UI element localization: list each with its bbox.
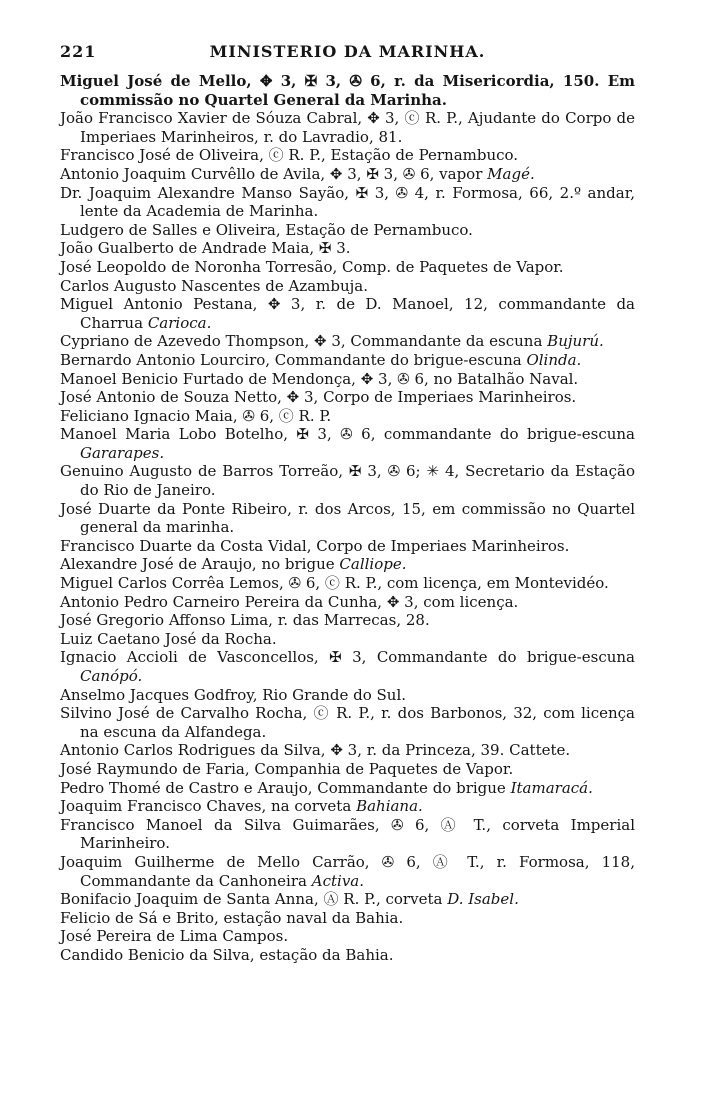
directory-entry <box>60 704 635 741</box>
vessel-name: Carioca. <box>147 313 212 332</box>
directory-entry <box>60 165 635 184</box>
directory-entry <box>60 500 635 537</box>
directory-entry <box>60 630 635 649</box>
entry-text: Miguel José de Mello, ✥ 3, ✠ 3, ✇ 6, r. da Misericordia, 150. Em commissão no Quartel General da Marinha. <box>60 72 635 109</box>
entry-text: José Leopoldo de Noronha Torresão, Comp. de Paquetes de Vapor. <box>60 257 564 276</box>
page-header <box>60 42 635 64</box>
entry-text: Manoel Benicio Furtado de Mendonça, ✥ 3, ✇ 6, no Batalhão Naval. <box>60 369 579 388</box>
vessel-name: Gararapes. <box>80 443 165 462</box>
directory-entry <box>60 741 635 760</box>
vessel-name: Bujurú. <box>547 332 604 351</box>
running-title: MINISTERIO DA MARINHA. <box>209 42 486 61</box>
vessel-name: Bahiana. <box>356 797 423 816</box>
directory-entry <box>60 146 635 165</box>
directory-entry <box>60 890 635 909</box>
entry-text: José Raymundo de Faria, Companhia de Paquetes de Vapor. <box>60 759 514 778</box>
vessel-name: Activa. <box>311 871 365 890</box>
directory-entry <box>60 351 635 370</box>
directory-entry <box>60 407 635 426</box>
directory-entry <box>60 853 635 890</box>
vessel-name: Itamaracá. <box>510 778 593 797</box>
entry-text: Francisco Manoel da Silva Guimarães, ✇ 6, Ⓐ T., corveta Imperial Marinheiro. <box>60 815 635 853</box>
entry-text: Francisco José de Oliveira, ⓒ R. P., Estação de Pernambuco. <box>60 146 519 165</box>
directory-entry <box>60 593 635 612</box>
entry-text: Genuino Augusto de Barros Torreão, ✠ 3, ✇ 6; ✳ 4, Secretario da Estação do Rio de Janeiro. <box>60 462 635 500</box>
entry-text: Candido Benicio da Silva, estação da Bahia. <box>60 945 394 964</box>
entry-text: Bernardo Antonio Lourciro, Commandante do brigue-escuna <box>60 350 522 369</box>
entry-text: Miguel Antonio Pestana, ✥ 3, r. de D. Manoel, 12, commandante da Charrua <box>60 295 635 332</box>
entry-text: Joaquim Francisco Chaves, na corveta <box>60 797 352 816</box>
entry-text: Anselmo Jacques Godfroy, Rio Grande do Sul. <box>60 685 407 704</box>
directory-entry <box>60 258 635 277</box>
directory-entry <box>60 648 635 685</box>
entry-text: José Gregorio Affonso Lima, r. das Marrecas, 28. <box>60 611 430 630</box>
directory-entry <box>60 797 635 816</box>
entry-text: João Francisco Xavier de Sóuza Cabral, ✥ 3, ⓒ R. P., Ajudante do Corpo de Imperiaes Marinheiros, r. do Lavradio, 81. <box>60 109 635 146</box>
vessel-name: Calliope. <box>339 555 407 574</box>
directory-entry <box>60 425 635 462</box>
entry-text: Bonifacio Joaquim de Santa Anna, Ⓐ R. P., corveta <box>60 890 443 909</box>
directory-entry <box>60 388 635 407</box>
directory-entry <box>60 555 635 574</box>
directory-entry <box>60 611 635 630</box>
directory-entry <box>60 221 635 240</box>
directory-entry <box>60 909 635 928</box>
entry-text: Alexandre José de Araujo, no brigue <box>60 555 335 574</box>
directory-entry <box>60 686 635 705</box>
directory-entry <box>60 184 635 221</box>
directory-entry <box>60 109 635 146</box>
entry-text: Felicio de Sá e Brito, estação naval da Bahia. <box>60 908 404 927</box>
entry-text: Carlos Augusto Nascentes de Azambuja. <box>60 276 369 295</box>
vessel-name: D. Isabel. <box>447 890 519 909</box>
directory-entry <box>60 370 635 389</box>
entry-list <box>60 72 635 965</box>
entry-text: José Duarte da Ponte Ribeiro, r. dos Arcos, 15, em commissão no Quartel general da marinha. <box>60 499 635 537</box>
vessel-name: Canópó. <box>80 667 143 685</box>
entry-text: Miguel Carlos Corrêa Lemos, ✇ 6, ⓒ R. P., com licença, em Montevidéo. <box>60 574 609 593</box>
entry-text: Francisco Duarte da Costa Vidal, Corpo de Imperiaes Marinheiros. <box>60 536 570 555</box>
entry-text: João Gualberto de Andrade Maia, ✠ 3. <box>60 239 351 258</box>
entry-text: Joaquim Guilherme de Mello Carrão, ✇ 6, Ⓐ T., r. Formosa, 118, Commandante da Canhoneira <box>60 852 635 890</box>
entry-text: Ludgero de Salles e Oliveira, Estação de Pernambuco. <box>60 220 473 239</box>
entry-text: Dr. Joaquim Alexandre Manso Sayão, ✠ 3, ✇ 4, r. Formosa, 66, 2.º andar, lente da Academia de Marinha. <box>60 183 635 221</box>
directory-entry <box>60 816 635 853</box>
directory-entry <box>60 72 635 109</box>
entry-text: Silvino José de Carvalho Rocha, ⓒ R. P., r. dos Barbonos, 32, com licença na escuna da Alfandega. <box>60 704 635 741</box>
entry-text: Manoel Maria Lobo Botelho, ✠ 3, ✇ 6, commandante do brigue-escuna <box>60 425 635 444</box>
entry-text: Antonio Joaquim Curvêllo de Avila, ✥ 3, ✠ 3, ✇ 6, vapor <box>60 164 483 183</box>
page-number: 221 <box>60 42 97 61</box>
directory-entry <box>60 277 635 296</box>
entry-text: Antonio Carlos Rodrigues da Silva, ✥ 3, r. da Princeza, 39. Cattete. <box>60 741 571 760</box>
vessel-name: Magé. <box>487 164 535 183</box>
directory-entry <box>60 927 635 946</box>
entry-text: Cypriano de Azevedo Thompson, ✥ 3, Commandante da escuna <box>60 332 543 351</box>
directory-entry <box>60 574 635 593</box>
vessel-name: Olinda. <box>526 350 582 369</box>
entry-text: Luiz Caetano José da Rocha. <box>60 629 277 648</box>
directory-entry <box>60 295 635 332</box>
entry-text: Ignacio Accioli de Vasconcellos, ✠ 3, Commandante do brigue-escuna <box>60 648 635 667</box>
entry-text: Antonio Pedro Carneiro Pereira da Cunha, ✥ 3, com licença. <box>60 592 519 611</box>
entry-text: José Pereira de Lima Campos. <box>60 927 289 946</box>
directory-entry <box>60 332 635 351</box>
directory-entry <box>60 462 635 499</box>
directory-entry <box>60 239 635 258</box>
directory-entry <box>60 537 635 556</box>
entry-text: Pedro Thomé de Castro e Araujo, Commandante do brigue <box>60 778 506 797</box>
entry-text: José Antonio de Souza Netto, ✥ 3, Corpo de Imperiaes Marinheiros. <box>60 388 577 407</box>
directory-entry <box>60 760 635 779</box>
directory-entry <box>60 779 635 798</box>
directory-entry <box>60 946 635 965</box>
entry-text: Feliciano Ignacio Maia, ✇ 6, ⓒ R. P. <box>60 406 332 425</box>
